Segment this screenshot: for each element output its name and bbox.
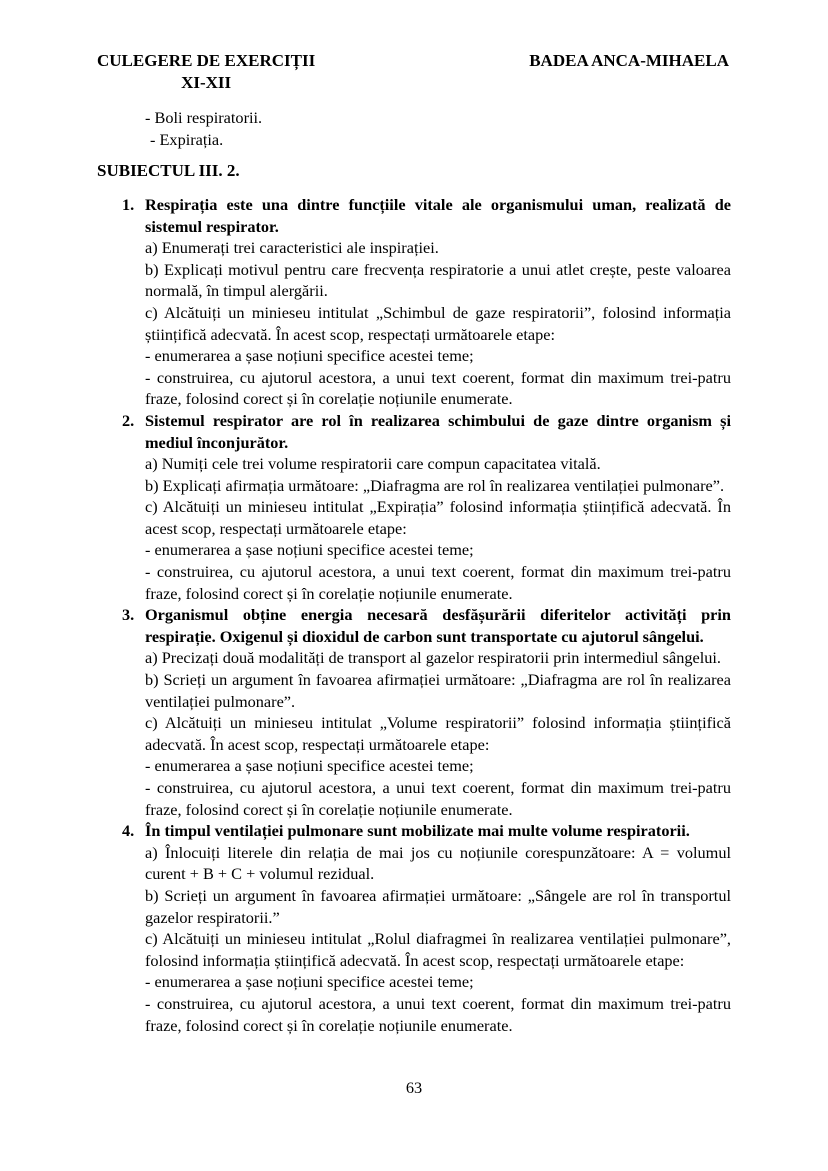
exercise-item: b) Scrieți un argument în favoarea afirmației următoare: „Sângele are rol în transportul gazelor respiratorii.” — [145, 885, 731, 927]
page-number: 63 — [405, 1078, 423, 1098]
exercise — [97, 410, 731, 604]
exercise-item: b) Explicați motivul pentru care frecvența respiratorie a unui atlet crește, peste valoarea normală, în timpul alergării. — [145, 259, 731, 301]
exercise-number: 4. — [122, 821, 135, 841]
exercise-item: - enumerarea a șase noțiuni specifice acestei teme; — [145, 756, 474, 776]
exercise-body — [145, 820, 731, 1036]
exercise-item: - construirea, cu ajutorul acestora, a unui text coerent, format din maximum trei-patru fraze, folosind corect și în corelație noțiunile enumerate. — [145, 562, 731, 603]
exercise-statement: Respirația este una dintre funcțiile vitale ale organismului uman, realizată de sistemul respirator. — [145, 194, 731, 236]
exercise-body — [145, 604, 731, 820]
document-subtitle: XI-XII — [181, 72, 232, 92]
exercise-item: - enumerarea a șase noțiuni specifice acestei teme; — [145, 540, 474, 560]
exercise-body — [145, 194, 731, 410]
intro-line: - Boli respiratorii. — [145, 108, 263, 128]
exercise-item: - construirea, cu ajutorul acestora, a unui text coerent, format din maximum trei-patru fraze, folosind corect și în corelație noțiunile enumerate. — [145, 367, 731, 409]
exercise-statement: Sistemul respirator are rol în realizarea schimbului de gaze dintre organism și mediul înconjurător. — [145, 410, 731, 452]
exercise-statement: În timpul ventilației pulmonare sunt mobilizate mai multe volume respiratorii. — [145, 821, 690, 841]
document-title-block — [97, 50, 315, 93]
intro-line: - Expirația. — [150, 129, 224, 149]
exercise-item: c) Alcătuiți un minieseu intitulat „Expirația” folosind informația științifică adecvată. În acest scop, respectați următoarele etape: — [145, 497, 731, 538]
document-title: CULEGERE DE EXERCIȚII — [97, 51, 316, 70]
exercise-item: a) Enumerați trei caracteristici ale inspirației. — [145, 238, 439, 258]
exercise-item: a) Numiți cele trei volume respiratorii care compun capacitatea vitală. — [145, 454, 601, 474]
exercise-number: 3. — [122, 605, 135, 625]
exercise-statement: Organismul obține energia necesară desfășurării diferitelor activități prin respirație. Oxigenul și dioxidul de carbon sunt transportate cu ajutorul sângelui. — [145, 605, 731, 646]
exercise-item: a) Precizați două modalități de transport al gazelor respiratorii prin intermediul sângelui. — [145, 648, 721, 668]
exercise — [97, 820, 731, 1036]
exercise-number: 2. — [122, 410, 135, 430]
exercise-item: - enumerarea a șase noțiuni specifice acestei teme; — [145, 972, 474, 992]
author-name: BADEA ANCA-MIHAELA — [529, 51, 729, 70]
exercise-number: 1. — [122, 194, 135, 214]
exercise — [97, 194, 731, 410]
intro-list — [145, 107, 731, 150]
exercise-item: c) Alcătuiți un minieseu intitulat „Schimbul de gaze respiratorii”, folosind informația științifică adecvată. În acest scop, respectați următoarele etape: — [145, 302, 731, 344]
exercise-item: b) Explicați afirmația următoare: „Diafragma are rol în realizarea ventilației pulmonare”. — [145, 475, 725, 495]
exercise-body — [145, 410, 731, 604]
exercise-item: c) Alcătuiți un minieseu intitulat „Rolul diafragmei în realizarea ventilației pulmonare”, folosind informația științifică adecvată. În acest scop, respectați următoarele etape: — [145, 929, 731, 970]
exercise-item: - construirea, cu ajutorul acestora, a unui text coerent, format din maximum trei-patru fraze, folosind corect și în corelație noțiunile enumerate. — [145, 993, 731, 1035]
section-title: SUBIECTUL III. 2. — [97, 161, 240, 181]
exercise — [97, 604, 731, 820]
exercise-item: b) Scrieți un argument în favoarea afirmației următoare: „Diafragma are rol în realizarea ventilației pulmonare”. — [145, 670, 731, 711]
exercise-item: c) Alcătuiți un minieseu intitulat „Volume respiratorii” folosind informația științifică adecvată. În acest scop, respectați următoarele etape: — [145, 713, 731, 754]
exercise-item: a) Înlocuiți literele din relația de mai jos cu noțiunile corespunzătoare: A = volumul curent + B + C + volumul rezidual. — [145, 842, 731, 884]
exercise-item: - enumerarea a șase noțiuni specifice acestei teme; — [145, 346, 474, 366]
document-header — [97, 50, 731, 93]
exercise-item: - construirea, cu ajutorul acestora, a unui text coerent, format din maximum trei-patru fraze, folosind corect și în corelație noțiunile enumerate. — [145, 778, 731, 819]
